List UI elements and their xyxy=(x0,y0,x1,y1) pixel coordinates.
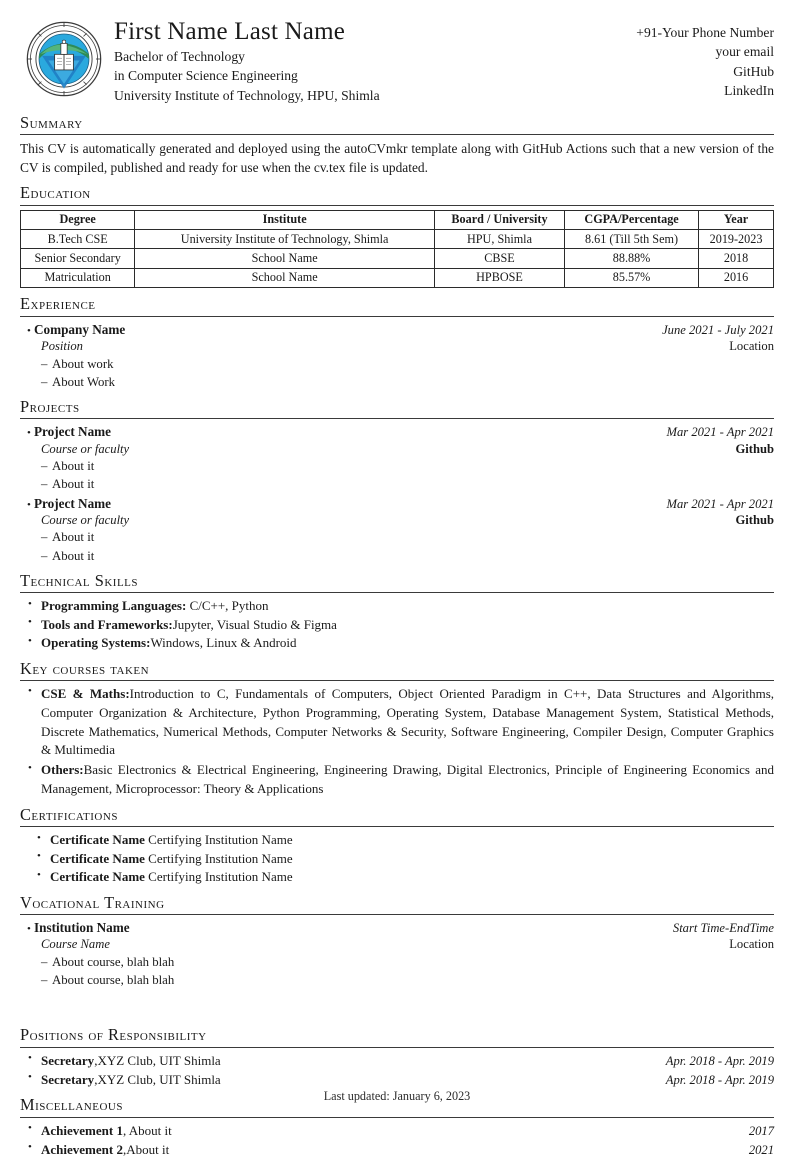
dash-icon: – xyxy=(41,477,48,492)
cv-header xyxy=(20,14,774,107)
section-rule xyxy=(20,592,774,593)
certificate-issuer: Certifying Institution Name xyxy=(144,832,293,848)
dash-icon: – xyxy=(41,374,48,389)
position-date: Apr. 2018 - Apr. 2019 xyxy=(665,1053,774,1068)
contact-phone[interactable]: +91-Your Phone Number xyxy=(636,25,774,40)
section-rule xyxy=(20,680,774,681)
section-rule xyxy=(20,418,774,419)
point-text: About it xyxy=(52,548,95,563)
last-updated-text: Last updated: January 6, 2023 xyxy=(323,1089,471,1104)
list-item xyxy=(20,597,774,615)
list-item xyxy=(20,761,774,799)
table-cell: B.Tech CSE xyxy=(21,230,135,249)
dash-icon: – xyxy=(41,955,48,970)
section-title-positions: Positions of Responsibility xyxy=(20,1025,207,1045)
course-sep: : xyxy=(125,685,130,701)
certificate-name: Certificate Name xyxy=(50,850,145,866)
table-cell: 88.88% xyxy=(565,249,699,268)
table-cell: Matriculation xyxy=(21,268,135,287)
logo-container xyxy=(20,18,108,98)
dash-icon: – xyxy=(41,973,48,988)
list-item xyxy=(41,457,774,475)
training-location: Location xyxy=(729,937,774,952)
list-item xyxy=(20,1071,774,1090)
experience-points xyxy=(20,355,774,391)
achievement-name: Achievement 1 xyxy=(41,1122,123,1138)
achievement-name: Achievement 2 xyxy=(41,1141,123,1157)
project-course: Course or faculty xyxy=(41,512,130,527)
column-header: Degree xyxy=(21,210,135,229)
section-rule xyxy=(20,1117,774,1118)
course-label: CSE & Maths xyxy=(41,685,126,701)
column-header: Year xyxy=(699,210,774,229)
achievement-year: 2017 xyxy=(748,1123,774,1138)
position-detail: ,XYZ Club, UIT Shimla xyxy=(94,1052,221,1068)
section-projects xyxy=(20,398,774,565)
point-text: About course, blah blah xyxy=(52,973,175,988)
achievement-detail: , About it xyxy=(122,1122,172,1138)
list-item xyxy=(41,355,774,373)
table-cell: School Name xyxy=(135,268,435,287)
course-label: Others xyxy=(41,762,80,778)
skill-value: Jupyter, Visual Studio & Figma xyxy=(172,616,337,632)
table-row xyxy=(21,249,774,268)
certificate-name: Certificate Name xyxy=(50,869,145,885)
table-row xyxy=(21,230,774,249)
position-detail: ,XYZ Club, UIT Shimla xyxy=(94,1071,221,1087)
summary-text: This CV is automatically generated and deployed using the autoCVmkr template along with GitHub Actions such that a new version of the CV is compiled, published and ready for use when the cv.tex file is updated. xyxy=(20,141,774,176)
point-text: About it xyxy=(52,530,95,545)
skill-sep: : xyxy=(168,616,173,632)
table-cell: University Institute of Technology, Shimla xyxy=(135,230,435,249)
institute-line: University Institute of Technology, HPU, Shimla xyxy=(114,87,380,103)
project-date: Mar 2021 - Apr 2021 xyxy=(666,425,774,440)
section-miscellaneous xyxy=(20,1096,774,1159)
experience-date: June 2021 - July 2021 xyxy=(662,322,774,337)
bullet-icon: • xyxy=(27,923,31,936)
list-item xyxy=(41,953,774,971)
achievement-year: 2021 xyxy=(748,1142,774,1157)
list-item xyxy=(20,868,774,886)
list-item xyxy=(20,850,774,868)
section-technical-skills xyxy=(20,572,774,653)
skill-value: C/C++, Python xyxy=(186,598,269,614)
degree-line-2: in Computer Science Engineering xyxy=(114,68,298,84)
dash-icon: – xyxy=(41,548,48,563)
project-name: Project Name xyxy=(34,495,112,511)
skills-list xyxy=(20,597,774,652)
experience-location: Location xyxy=(729,338,774,353)
bullet-icon: • xyxy=(27,498,31,511)
skill-label: Operating Systems xyxy=(41,635,147,651)
section-title-key-courses: Key courses taken xyxy=(20,658,150,678)
section-spacer xyxy=(20,989,774,1019)
section-title-technical-skills: Technical Skills xyxy=(20,570,138,590)
entry-sub-row xyxy=(20,338,774,355)
section-title-miscellaneous: Miscellaneous xyxy=(20,1095,123,1115)
candidate-name: First Name Last Name xyxy=(114,18,346,45)
section-key-courses xyxy=(20,660,774,799)
section-positions xyxy=(20,1026,774,1089)
courses-list xyxy=(20,685,774,799)
achievement-detail: ,About it xyxy=(122,1141,170,1157)
table-cell: Senior Secondary xyxy=(21,249,135,268)
point-text: About it xyxy=(52,459,95,474)
entry-header-row xyxy=(20,423,774,440)
section-experience xyxy=(20,295,774,391)
skill-value: Windows, Linux & Android xyxy=(150,635,297,651)
list-item xyxy=(20,634,774,652)
dash-icon: – xyxy=(41,530,48,545)
column-header: Institute xyxy=(135,210,435,229)
training-entry xyxy=(20,919,774,989)
section-certifications xyxy=(20,806,774,887)
institution-name: Institution Name xyxy=(34,920,130,936)
project-course: Course or faculty xyxy=(41,441,130,456)
section-rule xyxy=(20,316,774,317)
table-cell: 2019-2023 xyxy=(699,230,774,249)
entry-header-row xyxy=(20,919,774,936)
contact-github-link[interactable]: GitHub xyxy=(733,63,774,79)
section-title-experience: Experience xyxy=(20,294,96,314)
project-points xyxy=(20,528,774,564)
certificate-issuer: Certifying Institution Name xyxy=(144,850,293,866)
table-cell: 2016 xyxy=(699,268,774,287)
project-points xyxy=(20,457,774,493)
university-seal-icon xyxy=(25,20,103,98)
position-title: Position xyxy=(41,338,83,353)
table-row xyxy=(21,268,774,287)
project-github-link[interactable]: Github xyxy=(735,512,774,527)
list-item xyxy=(20,616,774,634)
education-table xyxy=(20,210,774,289)
skill-label: Programming Languages xyxy=(41,598,182,614)
entry-sub-row xyxy=(20,512,774,529)
position-date: Apr. 2018 - Apr. 2019 xyxy=(665,1072,774,1087)
list-item xyxy=(41,528,774,546)
training-date: Start Time-EndTime xyxy=(672,921,774,936)
table-cell: HPBOSE xyxy=(434,268,564,287)
point-text: About course, blah blah xyxy=(52,955,175,970)
table-cell: 2018 xyxy=(699,249,774,268)
section-title-education: Education xyxy=(20,183,91,203)
certificate-issuer: Certifying Institution Name xyxy=(144,869,293,885)
project-entry xyxy=(20,495,774,565)
course-sep: : xyxy=(79,762,84,778)
position-role: Secretary xyxy=(41,1052,95,1068)
table-cell: School Name xyxy=(135,249,435,268)
section-rule xyxy=(20,1047,774,1048)
list-item xyxy=(41,547,774,565)
skill-sep: : xyxy=(146,635,151,651)
project-github-link[interactable]: Github xyxy=(735,441,774,456)
list-item xyxy=(20,1141,774,1160)
project-date: Mar 2021 - Apr 2021 xyxy=(666,496,774,511)
contact-block xyxy=(636,18,774,100)
column-header: CGPA/Percentage xyxy=(565,210,699,229)
experience-entry xyxy=(20,321,774,391)
list-item xyxy=(20,685,774,760)
section-vocational-training xyxy=(20,894,774,990)
entry-header-row xyxy=(20,321,774,338)
section-rule xyxy=(20,134,774,135)
certifications-list xyxy=(20,831,774,886)
section-rule xyxy=(20,826,774,827)
section-summary xyxy=(20,114,774,177)
identity-block xyxy=(108,18,636,105)
position-role: Secretary xyxy=(41,1071,95,1087)
section-rule xyxy=(20,205,774,206)
skill-label: Tools and Frameworks xyxy=(41,616,169,632)
bullet-icon: • xyxy=(27,324,31,337)
table-cell: 85.57% xyxy=(565,268,699,287)
entry-header-row xyxy=(20,495,774,512)
entry-sub-row xyxy=(20,936,774,953)
table-cell: CBSE xyxy=(434,249,564,268)
certificate-name: Certificate Name xyxy=(50,832,145,848)
list-item xyxy=(20,1122,774,1141)
section-title-certifications: Certifications xyxy=(20,804,118,824)
list-item xyxy=(41,475,774,493)
point-text: About work xyxy=(52,356,114,371)
contact-linkedin-link[interactable]: LinkedIn xyxy=(724,82,774,98)
list-item xyxy=(20,1052,774,1071)
section-education xyxy=(20,184,774,288)
bullet-icon: • xyxy=(27,427,31,440)
list-item xyxy=(41,373,774,391)
skill-sep: : xyxy=(181,598,187,614)
table-cell: 8.61 (Till 5th Sem) xyxy=(565,230,699,249)
section-title-projects: Projects xyxy=(20,396,80,416)
contact-email[interactable]: your email xyxy=(715,44,774,60)
table-cell: HPU, Shimla xyxy=(434,230,564,249)
list-item xyxy=(41,971,774,989)
course-name: Course Name xyxy=(41,937,110,952)
degree-line-1: Bachelor of Technology xyxy=(114,49,245,64)
list-item xyxy=(20,831,774,849)
project-entry xyxy=(20,423,774,493)
dash-icon: – xyxy=(41,356,48,371)
training-points xyxy=(20,953,774,989)
positions-list xyxy=(20,1052,774,1090)
course-value: Basic Electronics & Electrical Engineering, Engineering Drawing, Digital Electronics, Principle of Engineering Economics and Management, Microprocessor: Theory & Applications xyxy=(41,762,774,797)
entry-sub-row xyxy=(20,441,774,458)
company-name: Company Name xyxy=(34,321,126,337)
dash-icon: – xyxy=(41,459,48,474)
section-rule xyxy=(20,914,774,915)
column-header: Board / University xyxy=(434,210,564,229)
point-text: About Work xyxy=(52,374,116,389)
project-name: Project Name xyxy=(34,424,112,440)
course-value: Introduction to C, Fundamentals of Computers, Object Oriented Paradigm in C++, Data Structures and Algorithms, Computer Organization & Architecture, Python Programming, Operating System, Database Management System, Statistical Methods, Discrete Mathematics, Numerical Methods, Computer Networks & Security, Software Engineering, Compiler Design, Computer Graphics & Multimedia xyxy=(41,685,774,758)
footer xyxy=(0,1089,794,1105)
section-title-vocational-training: Vocational Training xyxy=(20,892,165,912)
miscellaneous-list xyxy=(20,1122,774,1160)
table-header-row xyxy=(21,210,774,229)
section-title-summary: Summary xyxy=(20,112,83,132)
point-text: About it xyxy=(52,477,95,492)
